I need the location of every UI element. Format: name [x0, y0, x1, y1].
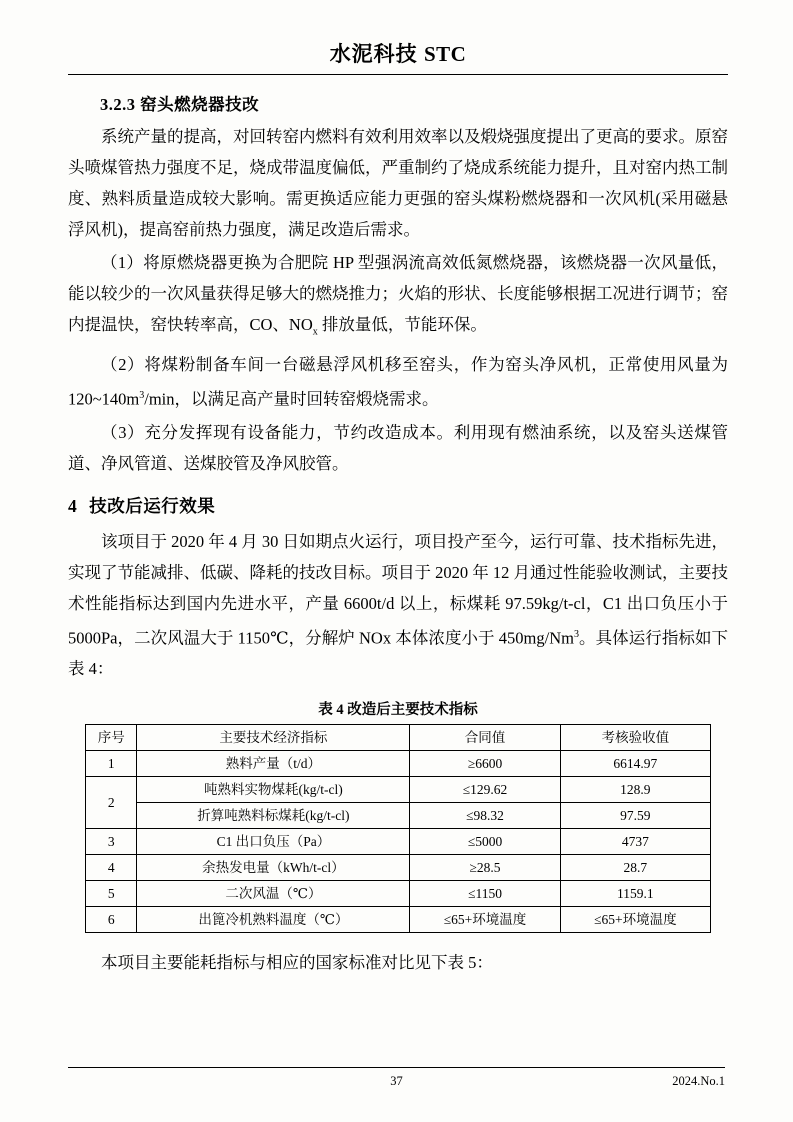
cell-indicator: C1 出口负压（Pa） — [137, 829, 410, 855]
nox-subscript: x — [312, 326, 318, 338]
cell-indicator: 吨熟料实物煤耗(kg/t-cl) — [137, 777, 410, 803]
table-row — [86, 777, 711, 803]
cell-actual: 1159.1 — [560, 881, 710, 907]
cell-contract: ≤98.32 — [410, 803, 560, 829]
cell-indicator: 二次风温（℃） — [137, 881, 410, 907]
table-row — [86, 803, 711, 829]
paragraph-item-1-main: （1）将原燃烧器更换为合肥院 HP 型强涡流高效低氮燃烧器，该燃烧器一次风量低，能以较少的一次风量获得足够大的燃烧推力；火焰的形状、长度能够根据工况进行调节；窑内提温快，窑快转率高，CO、NO — [68, 253, 728, 334]
paragraph-results-b: 。具体运行指标如下表 4： — [68, 628, 729, 679]
table-row — [86, 855, 711, 881]
cell-contract: ≤1150 — [410, 881, 560, 907]
nm3-superscript: 3 — [573, 628, 579, 640]
cell-no: 4 — [86, 855, 137, 881]
cell-contract: ≤65+环境温度 — [410, 907, 560, 933]
cell-actual: 97.59 — [560, 803, 710, 829]
paragraph-item-1-tail: 排放量低，节能环保。 — [317, 315, 487, 334]
page-number: 37 — [390, 1074, 403, 1088]
cell-contract: ≥6600 — [410, 751, 560, 777]
table-header-no: 序号 — [86, 725, 137, 751]
footer-divider — [68, 1067, 725, 1068]
paragraph-item-3: （3）充分发挥现有设备能力，节约改造成本。利用现有燃油系统，以及窑头送煤管道、净风管道、送煤胶管及净风胶管。 — [68, 422, 728, 473]
paragraph-item-1 — [68, 247, 728, 347]
heading-section-4 — [68, 493, 728, 518]
table-header-indicator: 主要技术经济指标 — [137, 725, 410, 751]
header-divider — [68, 74, 728, 75]
paragraph-results — [68, 526, 728, 685]
cell-contract: ≤129.62 — [410, 777, 560, 803]
journal-title-en: STC — [423, 42, 467, 66]
page-header — [68, 38, 728, 74]
cell-indicator: 出篦冷机熟料温度（℃） — [137, 907, 410, 933]
cell-no: 6 — [86, 907, 137, 933]
heading-section-4-number: 4 — [68, 495, 78, 516]
cell-no: 2 — [86, 777, 137, 829]
cell-actual: 6614.97 — [560, 751, 710, 777]
paragraph-item-2-b: /min，以满足高产量时回转窑煅烧需求。 — [144, 389, 439, 409]
table-header-contract: 合同值 — [410, 725, 560, 751]
table-4-caption: 表 4 改造后主要技术指标 — [318, 702, 478, 719]
cell-actual: ≤65+环境温度 — [560, 907, 710, 933]
cell-contract: ≤5000 — [410, 829, 560, 855]
footer-row — [68, 1074, 725, 1092]
cell-actual: 28.7 — [560, 855, 710, 881]
cell-actual: 4737 — [560, 829, 710, 855]
paragraph-item-2 — [68, 349, 728, 415]
page-footer — [68, 1067, 725, 1092]
table-header-row — [86, 725, 711, 751]
paragraph-closing: 本项目主要能耗指标与相应的国家标准对比见下表 5： — [101, 953, 493, 973]
cell-indicator: 熟料产量（t/d） — [137, 751, 410, 777]
cell-indicator: 折算吨熟料标煤耗(kg/t-cl) — [137, 803, 410, 829]
table-4 — [85, 724, 711, 933]
table-row — [86, 829, 711, 855]
journal-title-cn: 水泥科技 — [329, 42, 418, 66]
table-row — [86, 881, 711, 907]
cell-indicator: 余热发电量（kWh/t-cl） — [137, 855, 410, 881]
cell-actual: 128.9 — [560, 777, 710, 803]
table-header-actual: 考核验收值 — [560, 725, 710, 751]
cell-contract: ≥28.5 — [410, 855, 560, 881]
paragraph-intro: 系统产量的提高，对回转窑内燃料有效利用效率以及煅烧强度提出了更高的要求。原窑头喷煤管热力强度不足，烧成带温度偏低，严重制约了烧成系统能力提升，且对窑内热工制度、熟料质量造成较大影响。需更换适应能力更强的窑头煤粉燃烧器和一次风机(采用磁悬浮风机)，提高窑前热力强度，满足改造后需求。 — [68, 127, 728, 239]
cell-no: 5 — [86, 881, 137, 907]
heading-section-4-text: 技改后运行效果 — [89, 495, 216, 516]
issue-label: 2024.No.1 — [672, 1074, 725, 1088]
table-row — [86, 907, 711, 933]
cubic-meter-superscript: 3 — [139, 390, 145, 402]
paragraph-results-a: 该项目于 2020 年 4 月 30 日如期点火运行，项目投产至今，运行可靠、技术指标先进，实现了节能减排、低碳、降耗的技改目标。项目于 2020 年 12 月通过性能验收测试，主要技术性能指标达到国内先进水平，产量 6600t/d 以上，标煤耗 97.59kg/t-cl，C1 出口负压小于 5000Pa，二次风温大于 1150℃，分解炉 NOx 本体浓度小于 450mg/Nm — [68, 531, 728, 648]
cell-no: 1 — [86, 751, 137, 777]
cell-no: 3 — [86, 829, 137, 855]
heading-3-2-3: 3.2.3 窑头燃烧器技改 — [100, 95, 260, 114]
table-row — [86, 751, 711, 777]
paragraph-item-2-a: （2）将煤粉制备车间一台磁悬浮风机移至窑头，作为窑头净风机，正常使用风量为 120~140m — [68, 355, 728, 409]
page-content — [68, 38, 728, 980]
